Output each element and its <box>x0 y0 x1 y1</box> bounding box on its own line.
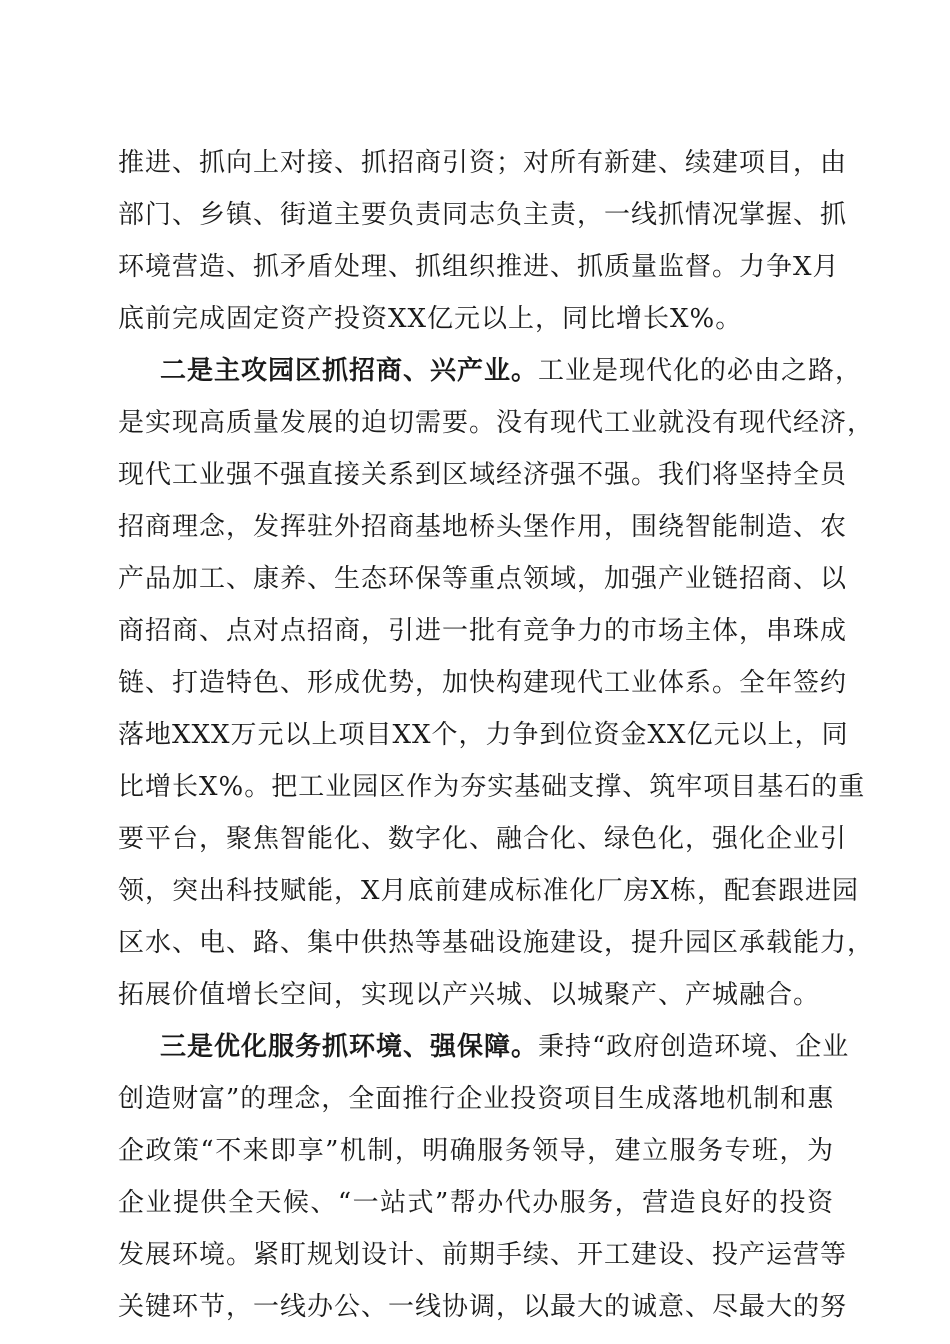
p2-line-8: 落地XXX万元以上项目XX个，力争到位资金XX亿元以上，同 <box>118 720 849 750</box>
p2-line-4: 招商理念，发挥驻外招商基地桥头堡作用，围绕智能制造、农 <box>118 512 848 542</box>
p2-heading: 二是主攻园区抓招商、兴产业。 <box>160 356 539 386</box>
p1-line-4: 底前完成固定资产投资XX亿元以上，同比增长X%。 <box>118 304 743 334</box>
p3-line-6: 关键环节，一线办公、一线协调，以最大的诚意、尽最大的努 <box>118 1292 848 1322</box>
p2-line-7: 链、打造特色、形成优势，加快构建现代工业体系。全年签约 <box>118 668 848 698</box>
p2-line-9: 比增长X%。把工业园区作为夯实基础支撑、筑牢项目基石的重 <box>118 772 866 802</box>
p2-line-12: 区水、电、路、集中供热等基础设施建设，提升园区承载能力， <box>118 928 875 958</box>
p1-line-1: 推进、抓向上对接、抓招商引资；对所有新建、续建项目，由 <box>118 148 848 178</box>
p2-first-line <box>160 345 863 397</box>
p2-line-13: 拓展价值增长空间，实现以产兴城、以城聚产、产城融合。 <box>118 980 821 1010</box>
p3-heading: 三是优化服务抓环境、强保障。 <box>160 1032 539 1062</box>
p3-first-line <box>160 1021 850 1073</box>
p3-line-5: 发展环境。紧盯规划设计、前期手续、开工建设、投产运营等 <box>118 1240 848 1270</box>
p3-line-4: 企业提供全天候、“一站式”帮办代办服务，营造良好的投资 <box>118 1188 834 1218</box>
p2-first-line-rest: 工业是现代化的必由之路， <box>538 356 863 386</box>
p3-line-3: 企政策“不来即享”机制，明确服务领导，建立服务专班，为 <box>118 1136 834 1166</box>
p3-first-line-rest: 秉持“政府创造环境、企业 <box>538 1032 850 1062</box>
p2-line-11: 领，突出科技赋能，X月底前建成标准化厂房X栋，配套跟进园 <box>118 876 860 906</box>
p3-line-2: 创造财富”的理念，全面推行企业投资项目生成落地机制和惠 <box>118 1084 835 1114</box>
p1-line-2: 部门、乡镇、街道主要负责同志负主责，一线抓情况掌握、抓 <box>118 200 848 230</box>
p2-line-6: 商招商、点对点招商，引进一批有竞争力的市场主体，串珠成 <box>118 616 848 646</box>
p2-line-3: 现代工业强不强直接关系到区域经济强不强。我们将坚持全员 <box>118 460 848 490</box>
p2-line-2: 是实现高质量发展的迫切需要。没有现代工业就没有现代经济， <box>118 408 875 438</box>
p1-line-3: 环境营造、抓矛盾处理、抓组织推进、抓质量监督。力争X月 <box>118 252 840 282</box>
p2-line-5: 产品加工、康养、生态环保等重点领域，加强产业链招商、以 <box>118 564 848 594</box>
p2-line-10: 要平台，聚焦智能化、数字化、融合化、绿色化，强化企业引 <box>118 824 848 854</box>
